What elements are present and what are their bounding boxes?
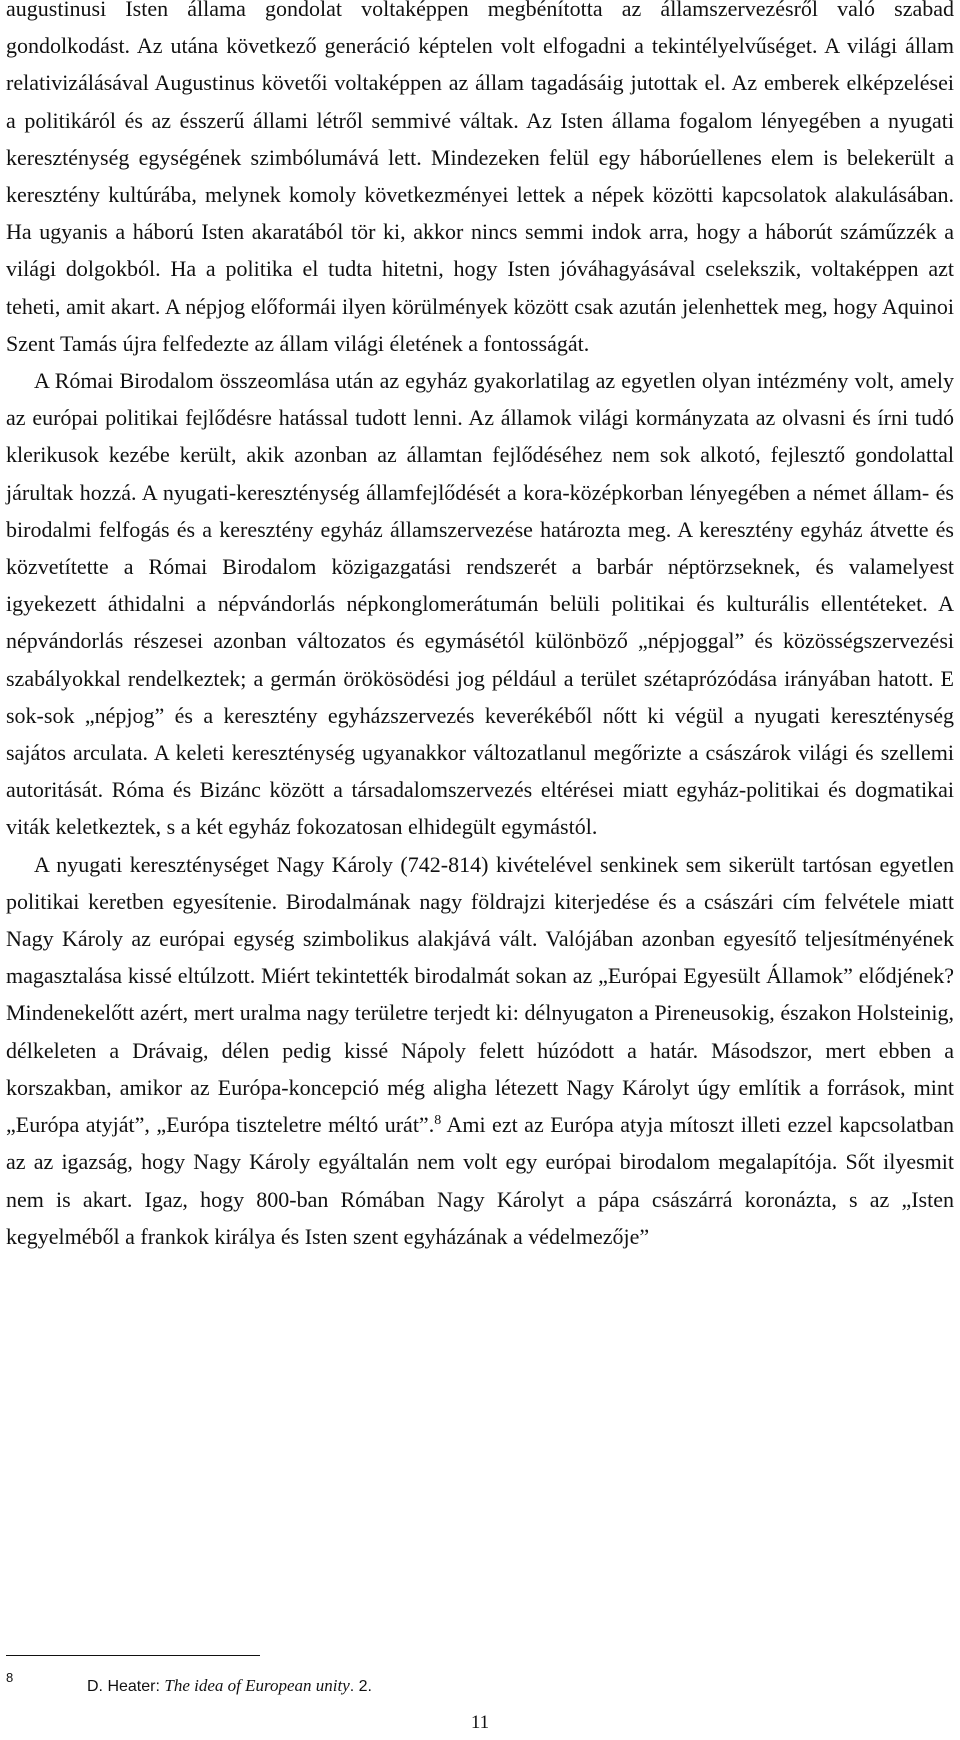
paragraph-2: A Római Birodalom összeomlása után az egyház gyakorlatilag az egyetlen olyan intézmény volt, amely az európai politikai fejlődésre hatással tudott lenni. Az államok világi kormányzata az olvasni és írni tudó klerikusok kezébe került, akik azonban az államtan fejlődéséhez nem sok alkotó, fejlesztő gondolattal járultak hozzá. A nyugati-kereszténység államfejlődését a kora-középkorban lényegében a német állam- és birodalmi felfogás és a keresztény egyház államszervezése határozta meg. A keresztény egyház átvette és közvetítette a Római Birodalom közigazgatási rendszerét a barbár néptörzseknek, és valamelyest igyekezett áthidalni a népvándorlás népkonglomerátumán belüli politikai és kulturális ellentéteket. A népvándorlás részesei azonban változatos és egymásétól különböző „népjoggal” és közösségszervezési szabályokkal rendelkeztek; a germán örökösödési jog például a terület szétaprózódása irányában hatott. E sok-sok „népjog” és a keresztény egyházszervezés keverékéből nőtt ki végül a nyugati kereszténység sajátos arculata. A keleti kereszténység ugyanakkor változatlanul megőrizte a császárok világi és szellemi autoritását. Róma és Bizánc között a társadalomszervezés eltérései miatt egyház-politikai és dogmatikai viták keletkeztek, s a két egyház fokozatosan elhidegült egymástól. xyxy=(6,368,954,840)
page-number: 11 xyxy=(470,1712,490,1733)
paragraph-3 xyxy=(6,846,954,1255)
footnote-rest: . 2. xyxy=(349,1678,372,1695)
footnote-text xyxy=(87,1676,372,1697)
footnote-author: D. Heater: xyxy=(87,1678,165,1695)
footnote-mark: 8 xyxy=(6,1670,14,1685)
body-text xyxy=(6,0,954,1255)
paragraph-1: augustinusi Isten állama gondolat voltaképpen megbénította az államszervezésről való szabad gondolkodást. Az utána következő generáció képtelen volt elfogadni a tekintélyelvűséget. A világi állam relativizálásával Augustinus követői voltaképpen az állam tagadásáig jutottak el. Az emberek elképzelései a politikáról és az ésszerű állami létről semmivé váltak. Az Isten állama fogalom lényegében a nyugati kereszténység egységének szimbólumává lett. Mindezeken felül egy háborúellenes elem is belekerült a keresztény kultúrába, melynek komoly következményei lettek a népek közötti kapcsolatok alakulásában. Ha ugyanis a háború Isten akaratából tör ki, akkor nincs semmi indok arra, hogy a háborút száműzzék a világi dolgokból. Ha a politika el tudta hitetni, hogy Isten jóváhagyásával cselekszik, voltaképpen azt teheti, amit akart. A népjog előformái ilyen körülmények között csak azután jelenhettek meg, hogy Aquinoi Szent Tamás újra felfedezte az állam világi életének a fontosságát. xyxy=(6,0,954,356)
footnote-separator xyxy=(6,1655,260,1656)
paragraph-3-text-before-note: A nyugati kereszténységet Nagy Károly (742-814) kivételével senkinek sem sikerült tartósan egyetlen politikai keretben egyesítenie. Birodalmának nagy földrajzi kiterjedése és a császári cím felvétele miatt Nagy Károly az európai egység szimbolikus alakjává vált. Valójában azonban egyesítő teljesítményének magasztalása kissé eltúlzott. Miért tekintették birodalmát sokan az „Európai Egyesült Államok” elődjének? Mindenekelőtt azért, mert uralma nagy területre terjedt ki: délnyugaton a Pireneusokig, északon Holsteinig, délkeleten a Drávaig, délen pedig kissé Nápoly felett húzódott a határ. Másodszor, mert ebben a korszakban, amikor az Európa-koncepció még aligha létezett Nagy Károlyt úgy említik a források, mint „Európa atyját”, „Európa tiszteletre méltó urát”. xyxy=(6,851,954,1138)
footnote-reference[interactable]: 8 xyxy=(434,1113,442,1129)
paragraph-3-text-after-note: Ami ezt az Európa atyja mítoszt illeti ezzel kapcsolatban az az igazság, hogy Nagy Károly egyáltalán nem volt egy európai birodalom megalapítója. Sőt ilyesmit nem is akart. Igaz, hogy 800-ban Rómában Nagy Károlyt a pápa császárrá koronázta, s az „Isten kegyelméből a frankok királya és Isten szent egyházának a védelmezője” xyxy=(6,1112,954,1249)
footnote-title: The idea of European unity xyxy=(164,1676,350,1695)
